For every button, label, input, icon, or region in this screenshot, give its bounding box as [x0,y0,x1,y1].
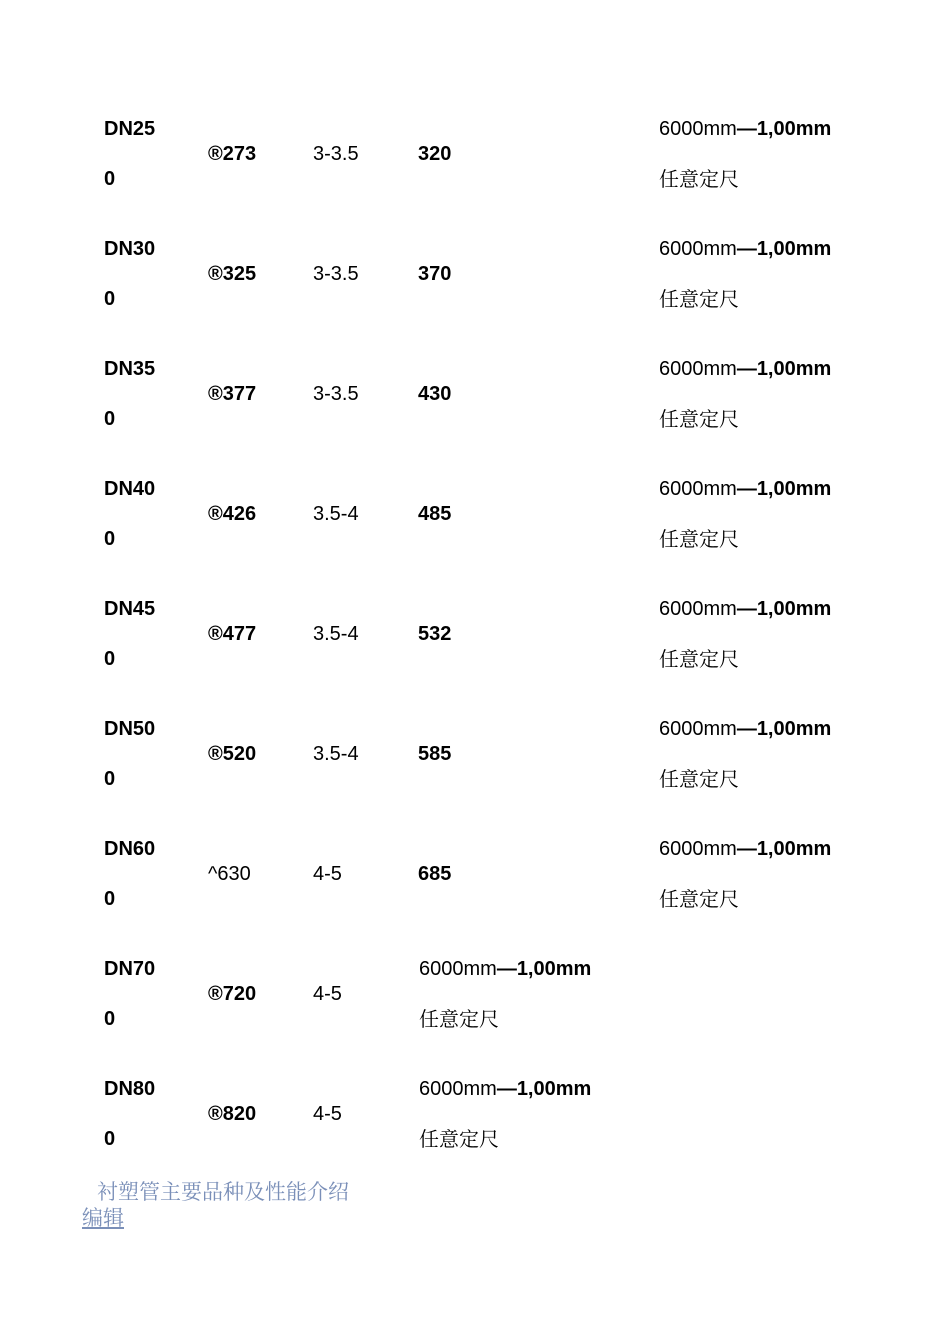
wall-thickness: 4-5 [313,1103,342,1125]
weight: 430 [418,383,452,405]
weight: 485 [418,503,452,525]
dn-label: DN30 [104,238,156,260]
outer-diameter: ®325 [208,263,257,285]
dn-label: DN25 [104,118,156,140]
weight: 685 [418,863,452,885]
table-row [0,597,950,717]
outer-diameter: ®820 [208,1103,257,1125]
table-row [0,717,950,837]
dn-label: DN40 [104,478,156,500]
weight: 532 [418,623,452,645]
dn-label: DN80 [104,1078,156,1100]
wall-thickness: 4-5 [313,863,342,885]
length-note: 任意定尺 [659,287,739,311]
edit-link[interactable]: 编辑 [82,1206,124,1230]
wall-thickness: 3-3.5 [313,263,359,285]
length-range: 6000mm—1,00mm [419,1078,592,1100]
length-range: 6000mm—1,00mm [659,718,832,740]
table-row [0,117,950,237]
dn-label-wrap: 0 [104,288,116,310]
table-row [0,957,950,1077]
weight: 320 [418,143,452,165]
dn-label: DN70 [104,958,156,980]
outer-diameter: ®273 [208,143,257,165]
outer-diameter: ®720 [208,983,257,1005]
dn-label: DN50 [104,718,156,740]
dn-label-wrap: 0 [104,888,116,910]
length-note: 任意定尺 [659,527,739,551]
dn-label-wrap: 0 [104,648,116,670]
table-row [0,357,950,477]
section-heading: 衬塑管主要品种及性能介绍 [97,1180,349,1204]
table-row [0,237,950,357]
length-note: 任意定尺 [659,887,739,911]
length-range: 6000mm—1,00mm [659,598,832,620]
wall-thickness: 3.5-4 [313,743,359,765]
dn-label: DN60 [104,838,156,860]
outer-diameter: ®377 [208,383,257,405]
length-range: 6000mm—1,00mm [659,238,832,260]
wall-thickness: 3-3.5 [313,383,359,405]
dn-label-wrap: 0 [104,1008,116,1030]
wall-thickness: 3.5-4 [313,503,359,525]
length-range: 6000mm—1,00mm [659,478,832,500]
dn-label-wrap: 0 [104,168,116,190]
length-note: 任意定尺 [419,1007,499,1031]
dn-label: DN35 [104,358,156,380]
dn-label-wrap: 0 [104,768,116,790]
outer-diameter: ®477 [208,623,257,645]
table-row [0,477,950,597]
dn-label-wrap: 0 [104,408,116,430]
outer-diameter: ®520 [208,743,257,765]
wall-thickness: 4-5 [313,983,342,1005]
length-range: 6000mm—1,00mm [659,838,832,860]
dn-label: DN45 [104,598,156,620]
wall-thickness: 3.5-4 [313,623,359,645]
length-note: 任意定尺 [659,647,739,671]
length-range: 6000mm—1,00mm [659,118,832,140]
weight: 585 [418,743,452,765]
dn-label-wrap: 0 [104,1128,116,1150]
length-note: 任意定尺 [419,1127,499,1151]
table-row [0,837,950,957]
wall-thickness: 3-3.5 [313,143,359,165]
length-note: 任意定尺 [659,767,739,791]
weight: 370 [418,263,452,285]
outer-diameter: ^630 [208,863,251,885]
length-note: 任意定尺 [659,407,739,431]
length-note: 任意定尺 [659,167,739,191]
length-range: 6000mm—1,00mm [659,358,832,380]
dn-label-wrap: 0 [104,528,116,550]
length-range: 6000mm—1,00mm [419,958,592,980]
outer-diameter: ®426 [208,503,257,525]
